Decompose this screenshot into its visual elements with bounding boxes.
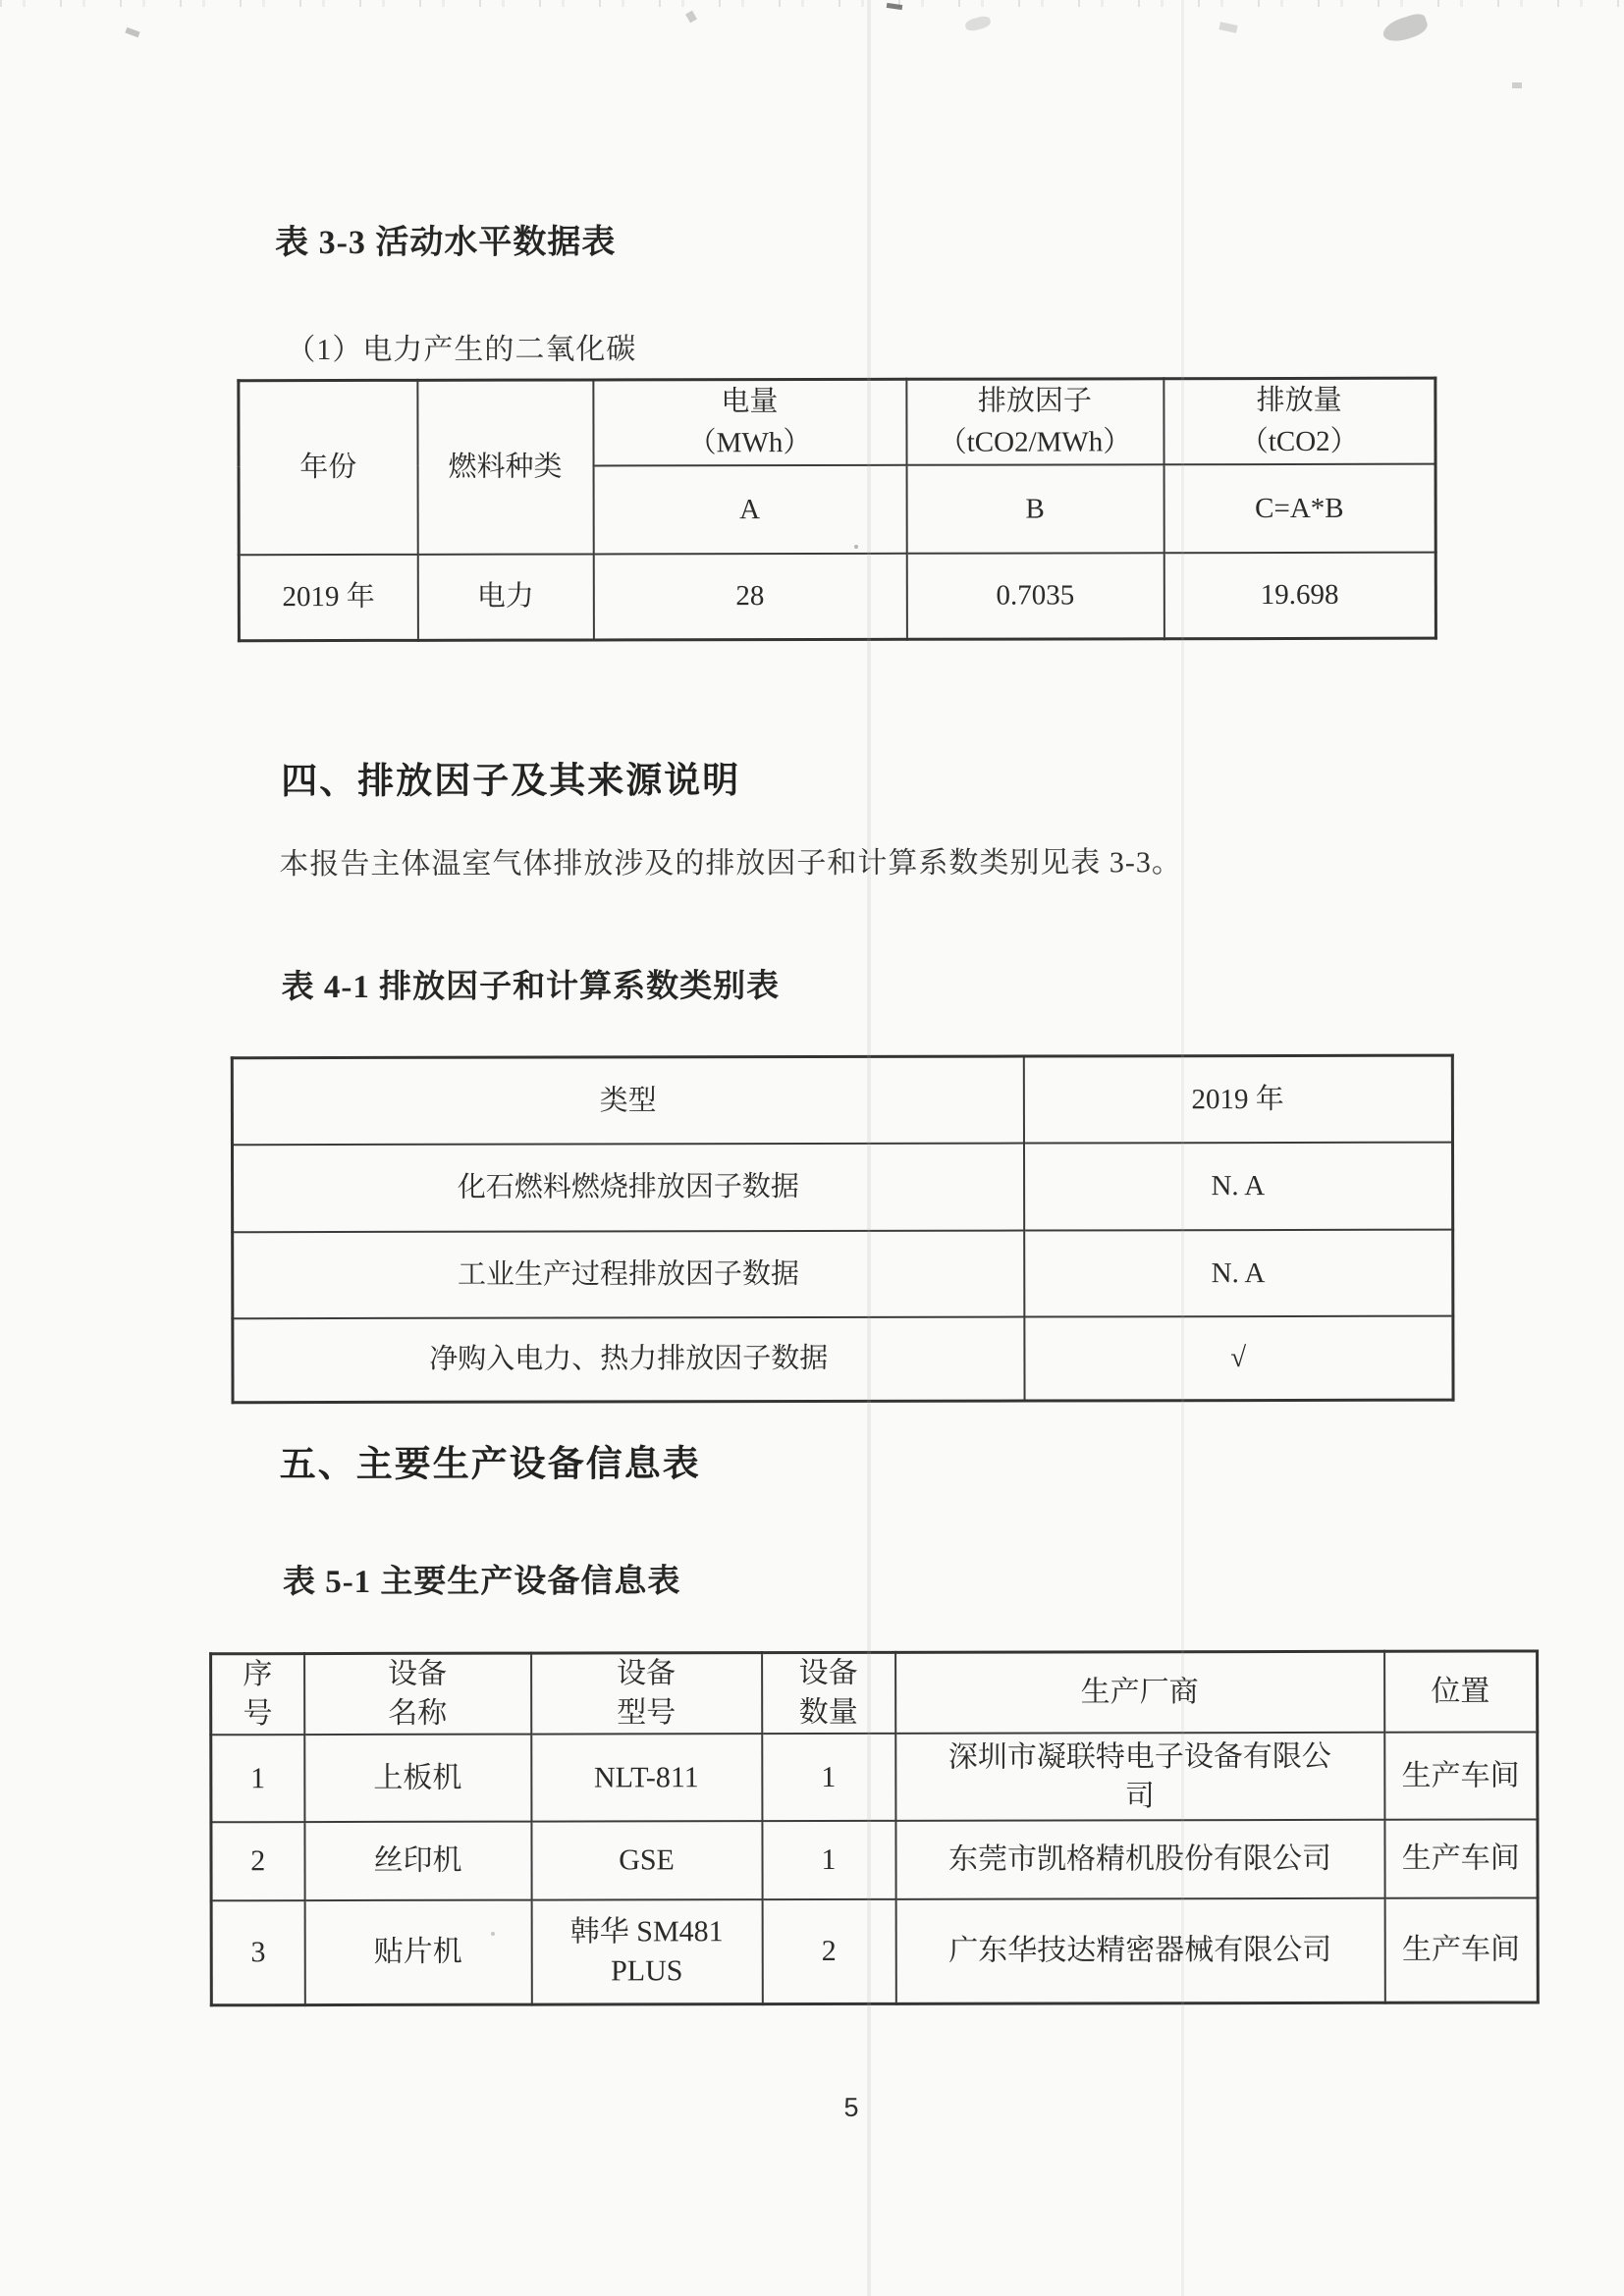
header-cell-manufacturer: 生产厂商	[895, 1651, 1384, 1734]
page-number: 5	[843, 2092, 859, 2122]
header-cell-equipment-model	[531, 1653, 762, 1735]
cell-index: 1	[211, 1735, 304, 1822]
cell-purchased-electricity-value: √	[1024, 1315, 1453, 1401]
table-row	[211, 1819, 1538, 1900]
header-unit-line: （tCO2/MWh）	[938, 426, 1132, 458]
cell-industrial-process-label: 工业生产过程排放因子数据	[233, 1230, 1024, 1318]
header-line: 序	[243, 1658, 273, 1691]
header-cell-electricity	[593, 379, 906, 465]
header-line: 型号	[617, 1696, 677, 1730]
cell-emission-value: 19.698	[1164, 552, 1435, 639]
header-cell-emission-factor	[906, 379, 1164, 465]
cell-year: 2019 年	[239, 554, 417, 640]
cell-industrial-process-value: N. A	[1024, 1229, 1453, 1316]
section-4-heading: 四、排放因子及其来源说明	[281, 761, 741, 803]
cell-fossil-fuel-label: 化石燃料燃烧排放因子数据	[232, 1143, 1023, 1232]
cell-equipment-qty: 1	[762, 1821, 895, 1899]
cell-index: 2	[211, 1822, 304, 1900]
header-line: 数量	[798, 1695, 858, 1730]
cell-electricity-value: 28	[593, 553, 906, 640]
header-line: 排放量	[1256, 385, 1342, 417]
cell-equipment-qty: 2	[762, 1899, 895, 2003]
section-4-paragraph: 本报告主体温室气体排放涉及的排放因子和计算系数类别见表 3-3。	[279, 846, 1182, 881]
table-row	[232, 1055, 1452, 1145]
section-5-heading: 五、主要生产设备信息表	[279, 1444, 701, 1486]
header-cell-emission	[1164, 378, 1435, 464]
table-row	[233, 1229, 1453, 1318]
header-line: 号	[243, 1697, 273, 1731]
production-equipment-table	[209, 1649, 1540, 2005]
table-4-1-caption: 表 4-1 排放因子和计算系数类别表	[281, 969, 781, 1006]
header-cell-2019: 2019 年	[1023, 1055, 1452, 1143]
cell-equipment-name: 上板机	[304, 1735, 531, 1822]
header-line: 设备	[388, 1657, 448, 1690]
cell-equipment-model: 韩华 SM481 PLUS	[531, 1899, 762, 2003]
header-line: 设备	[617, 1657, 677, 1690]
header-cell-year: 年份	[239, 380, 417, 554]
table-row	[239, 552, 1435, 641]
table-row	[233, 1315, 1453, 1403]
table-row	[239, 378, 1435, 466]
table-header-row	[211, 1651, 1538, 1735]
cell-location: 生产车间	[1384, 1897, 1538, 2002]
table-3-3-subtitle: （1）电力产生的二氧化碳	[286, 333, 637, 367]
cell-fossil-fuel-value: N. A	[1023, 1142, 1452, 1230]
activity-data-table	[237, 377, 1437, 643]
cell-manufacturer: 深圳市凝联特电子设备有限公司	[895, 1733, 1384, 1821]
header-cell-equipment-qty	[762, 1652, 895, 1734]
emission-factor-category-table	[231, 1054, 1455, 1405]
cell-equipment-name: 贴片机	[304, 1900, 531, 2004]
header-cell-index	[211, 1654, 304, 1735]
header-unit-line: （MWh）	[687, 427, 812, 459]
table-3-3-caption: 表 3-3 活动水平数据表	[275, 224, 617, 262]
subheader-cell-b: B	[906, 464, 1164, 554]
header-cell-location: 位置	[1384, 1651, 1538, 1733]
header-line: 名称	[388, 1696, 448, 1730]
subheader-cell-c: C=A*B	[1164, 463, 1435, 553]
header-line: 电量	[721, 386, 779, 418]
header-cell-equipment-name	[304, 1653, 531, 1735]
header-cell-fuel-type: 燃料种类	[417, 380, 593, 554]
table-5-1-caption: 表 5-1 主要生产设备信息表	[282, 1564, 681, 1601]
cell-fuel: 电力	[417, 554, 593, 640]
cell-equipment-qty: 1	[762, 1734, 895, 1821]
cell-equipment-model: NLT-811	[531, 1734, 762, 1821]
cell-emission-factor-value: 0.7035	[906, 553, 1164, 640]
table-row	[232, 1142, 1452, 1232]
cell-location: 生产车间	[1384, 1819, 1538, 1897]
header-cell-type: 类型	[232, 1056, 1023, 1145]
cell-location: 生产车间	[1384, 1732, 1538, 1819]
subheader-cell-a: A	[593, 464, 906, 554]
cell-equipment-name: 丝印机	[304, 1822, 531, 1900]
table-row	[211, 1897, 1538, 2004]
header-line: 设备	[798, 1656, 858, 1690]
header-line: 排放因子	[977, 385, 1092, 417]
cell-purchased-electricity-label: 净购入电力、热力排放因子数据	[233, 1316, 1024, 1403]
cell-equipment-model: GSE	[531, 1821, 762, 1899]
cell-manufacturer: 广东华技达精密器械有限公司	[895, 1898, 1384, 2003]
cell-manufacturer: 东莞市凯格精机股份有限公司	[895, 1820, 1384, 1899]
table-row	[211, 1732, 1538, 1822]
header-unit-line: （tCO2）	[1239, 426, 1359, 458]
cell-index: 3	[211, 1900, 304, 2004]
